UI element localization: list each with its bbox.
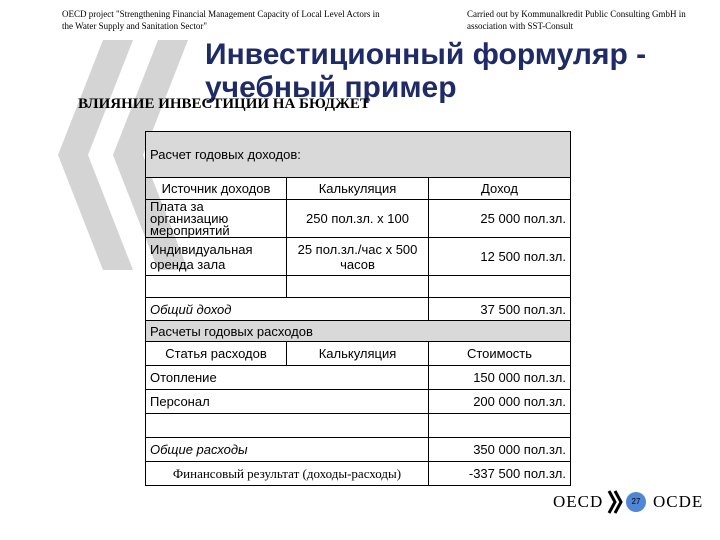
page-title: Инвестиционный формуляр - учебный пример <box>205 38 647 104</box>
result-value: -337 500 пол.зл. <box>429 462 571 486</box>
income-header-source: Источник доходов <box>146 178 287 200</box>
income-calc: 250 пол.зл. x 100 <box>287 200 429 238</box>
total-income-label: Общий доход <box>146 298 429 321</box>
expense-amount: 150 000 пол.зл. <box>429 366 571 390</box>
table-row <box>146 390 571 414</box>
expense-item: Персонал <box>146 390 429 414</box>
total-income-row <box>146 298 571 321</box>
income-source: Индивидуальная оренда зала <box>146 238 287 276</box>
header-project-text: OECD project "Strengthening Financial Management Capacity of Local Level Actors in the Water Supply and Sanitation Sector" <box>62 9 380 31</box>
oecd-logo-icon <box>605 489 627 515</box>
page-subtitle: ВЛИЯНИЕ ИНВЕСТИЦИИ НА БЮДЖЕТ <box>78 96 370 112</box>
income-source: Плата за организацию мероприятий <box>146 200 287 238</box>
expense-item: Отопление <box>146 366 429 390</box>
expense-header-amount: Стоимость <box>429 342 571 366</box>
expense-section-row <box>146 321 571 342</box>
income-amount: 25 000 пол.зл. <box>429 200 571 238</box>
table-row <box>146 366 571 390</box>
footer-logo <box>553 489 703 515</box>
header-contractor-text: Carried out by Kommunalkredit Public Consulting GmbH in association with SST-Consult <box>467 9 686 31</box>
expense-amount: 200 000 пол.зл. <box>429 390 571 414</box>
income-section-title: Расчет годовых доходов: <box>146 132 571 178</box>
empty-row <box>146 414 571 438</box>
budget-table <box>145 131 570 486</box>
result-row <box>146 462 571 486</box>
oecd-label: OECD <box>553 492 604 511</box>
expense-header-row <box>146 342 571 366</box>
empty-row <box>146 276 571 298</box>
total-expense-row <box>146 438 571 462</box>
total-expense-label: Общие расходы <box>146 438 429 462</box>
expense-section-title: Расчеты годовых расходов <box>146 321 571 342</box>
expense-header-calc: Калькуляция <box>287 342 429 366</box>
income-amount: 12 500 пол.зл. <box>429 238 571 276</box>
income-header-amount: Доход <box>429 178 571 200</box>
page-number: 27 <box>626 492 646 512</box>
total-expense-value: 350 000 пол.зл. <box>429 438 571 462</box>
income-section-row <box>146 132 571 178</box>
table-row <box>146 238 571 276</box>
income-calc: 25 пол.зл./час x 500 часов <box>287 238 429 276</box>
ocde-label: OCDE <box>653 492 704 511</box>
expense-header-item: Статья расходов <box>146 342 287 366</box>
result-label: Финансовый результат (доходы-расходы) <box>146 462 429 486</box>
table-row <box>146 200 571 238</box>
income-header-calc: Калькуляция <box>287 178 429 200</box>
total-income-value: 37 500 пол.зл. <box>429 298 571 321</box>
income-header-row <box>146 178 571 200</box>
